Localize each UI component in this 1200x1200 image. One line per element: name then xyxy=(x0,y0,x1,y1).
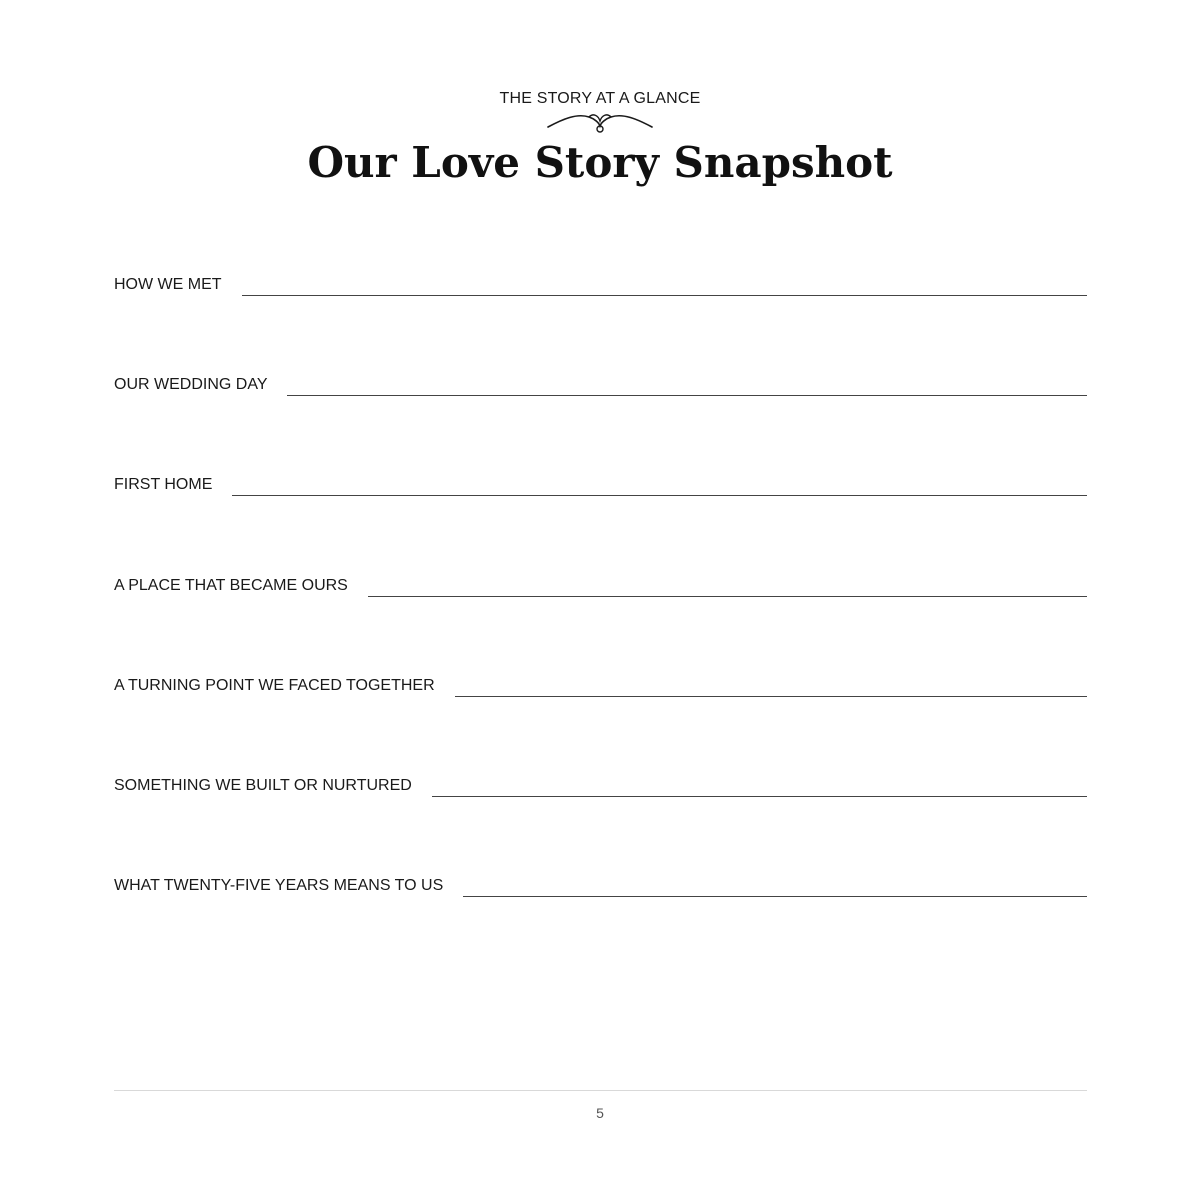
write-in-line[interactable] xyxy=(232,494,1087,496)
write-in-line[interactable] xyxy=(242,294,1087,296)
write-in-line[interactable] xyxy=(368,595,1087,597)
field-what-twenty-five-years-means xyxy=(114,867,1087,897)
field-label: HOW WE MET xyxy=(114,276,222,293)
field-first-home xyxy=(114,466,1087,496)
section-eyebrow: THE STORY AT A GLANCE xyxy=(499,90,701,107)
field-label: WHAT TWENTY-FIVE YEARS MEANS TO US xyxy=(114,877,444,894)
write-in-line[interactable] xyxy=(455,695,1087,697)
field-our-wedding-day xyxy=(114,366,1087,396)
field-label: A TURNING POINT WE FACED TOGETHER xyxy=(114,677,435,694)
field-label: A PLACE THAT BECAME OURS xyxy=(114,577,348,594)
page-number: 5 xyxy=(596,1105,604,1121)
write-in-line[interactable] xyxy=(463,895,1087,897)
write-in-line[interactable] xyxy=(287,394,1087,396)
page-title: Our Love Story Snapshot xyxy=(307,138,893,187)
field-a-place-that-became-ours xyxy=(114,567,1087,597)
footer-divider xyxy=(114,1090,1087,1091)
field-something-we-built xyxy=(114,767,1087,797)
write-in-line[interactable] xyxy=(432,795,1087,797)
field-how-we-met xyxy=(114,266,1087,296)
field-label: FIRST HOME xyxy=(114,476,213,493)
field-label: OUR WEDDING DAY xyxy=(114,376,268,393)
field-label: SOMETHING WE BUILT OR NURTURED xyxy=(114,777,412,794)
field-a-turning-point xyxy=(114,667,1087,697)
